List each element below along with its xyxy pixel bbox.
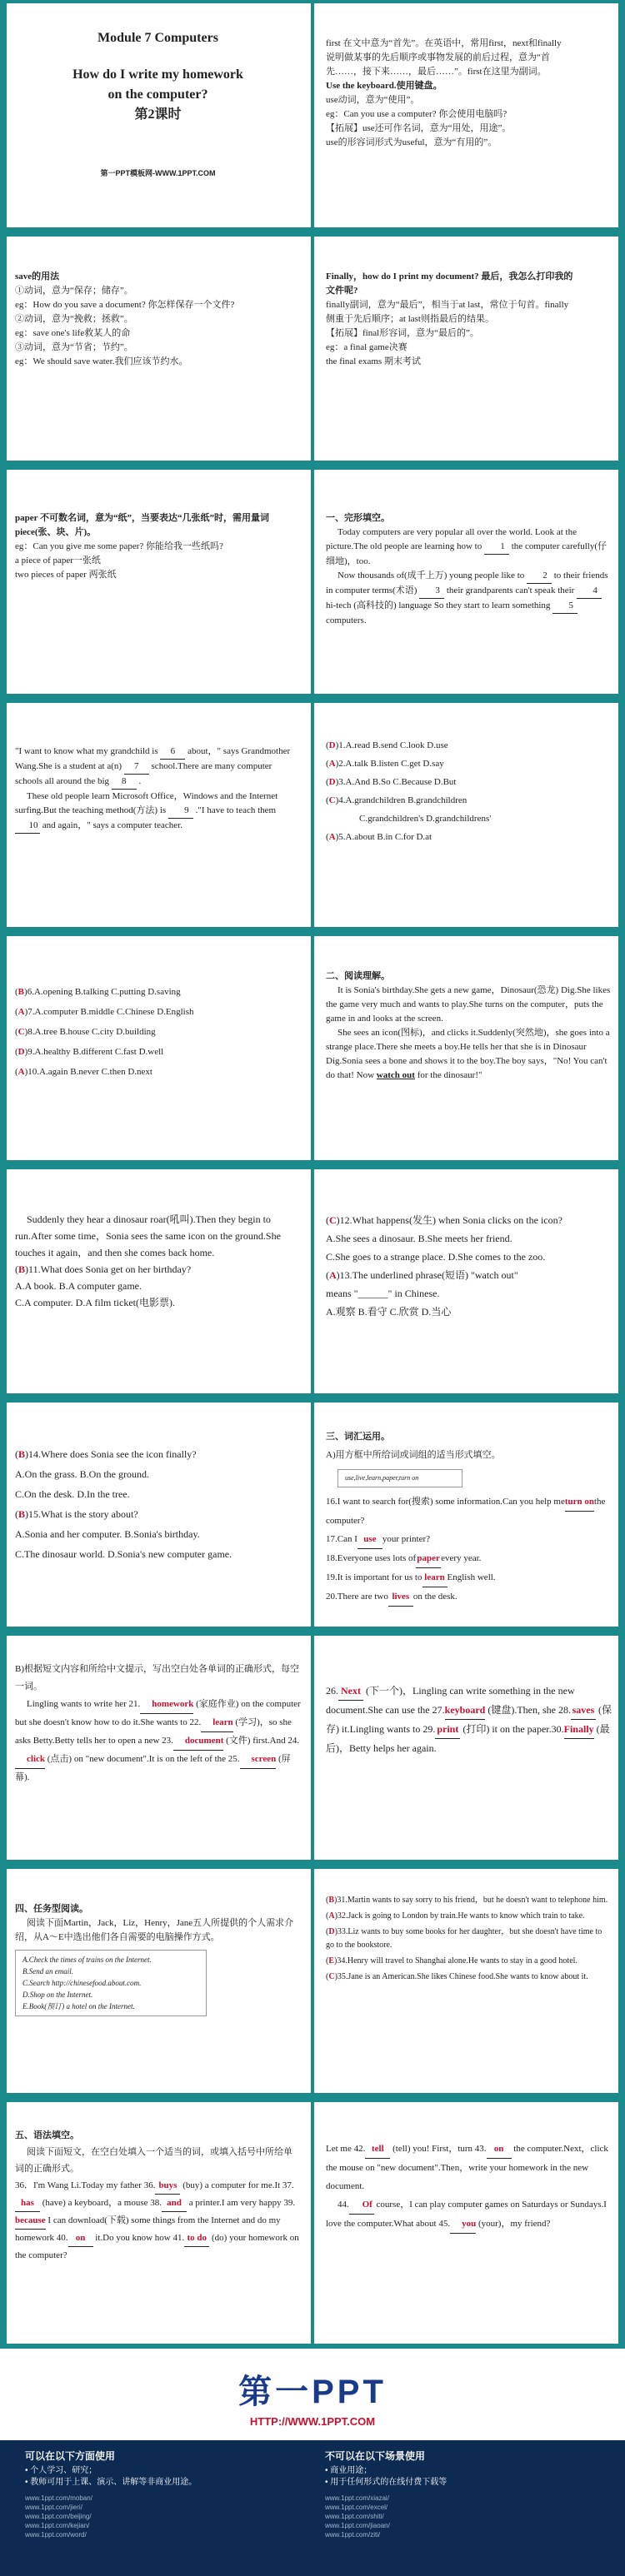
instructions: 阅读下面短文，在空白处填入一个适当的词，或填入括号中所给单词的正确形式。 bbox=[15, 2147, 292, 2174]
slide-12 bbox=[314, 1169, 622, 1393]
option-row: A.On the grass. B.On the ground. bbox=[15, 1468, 149, 1480]
vocab-item: 16.I want to search for(搜索) some information.Can you help meturn onthe computer? bbox=[326, 1492, 612, 1530]
passage-text: Now thousands of(成千上万) young people like to bbox=[338, 571, 525, 580]
note-line: Finally，how do I print my document? 最后，我怎么打印我的 bbox=[326, 272, 573, 282]
passage-text: school.There are many computer schools all around the big bbox=[15, 761, 272, 786]
question-item: (A)5.A.about B.in C.for D.at bbox=[326, 832, 432, 842]
sub-heading: B)根据短文内容和所给中文提示，写出空白处各单词的正确形式，每空一词。 bbox=[15, 1664, 299, 1692]
lesson-number: 第2课时 bbox=[134, 107, 182, 122]
slide-1 bbox=[3, 3, 311, 227]
question-item: (A)2.A.talk B.listen C.get D.say bbox=[326, 759, 444, 769]
note-line: eg：Can you use a computer? 你会使用电脑吗? bbox=[326, 109, 508, 119]
option-row: C.A computer. D.A film ticket(电影票). bbox=[15, 1297, 175, 1308]
passage-text: their grandparents can't speak their bbox=[446, 585, 575, 595]
lesson-title-2: on the computer? bbox=[108, 87, 208, 102]
slide-accent-bar bbox=[618, 1169, 622, 1393]
footer-link[interactable]: www.1ppt.com/excel/ bbox=[325, 2504, 388, 2511]
footer-link[interactable]: www.1ppt.com/xiazai/ bbox=[325, 2494, 389, 2502]
footer-col-disallowed: 不可以在以下场景使用 • 商业用途； • 用于任何形式的在线付费下载等 www.1ppt.com/xiazai/ www.1ppt.com/excel/ www.1ppt.com/shiti/ www.1ppt.com/jiaoan/ www.1ppt.com/ziti/ bbox=[325, 2450, 575, 2539]
footer-link[interactable]: www.1ppt.com/kejian/ bbox=[25, 2522, 90, 2529]
passage-text: ."I have to teach them bbox=[195, 805, 277, 815]
footer-link[interactable]: www.1ppt.com/word/ bbox=[25, 2531, 87, 2539]
slide-accent-bar bbox=[3, 936, 7, 1160]
slide-8 bbox=[314, 703, 622, 927]
slide-20 bbox=[314, 2102, 622, 2344]
note-line: the final exams 期末考试 bbox=[326, 356, 421, 366]
passage-text: Let me 42. tell (tell) you! First，turn 43. on the computer.Next，click the mouse on "new document".Then，write your homework in the new document. bbox=[326, 2140, 612, 2195]
passage-text: computers. bbox=[326, 615, 367, 625]
note-line: 文件呢? bbox=[326, 286, 358, 296]
module-title: Module 7 Computers bbox=[98, 31, 218, 45]
note-line: first 在文中意为“首先”。在英语中，常用first，next和finally bbox=[326, 38, 562, 48]
note-line: save的用法 bbox=[15, 272, 60, 282]
option-row: C.On the desk. D.In the tree. bbox=[15, 1488, 130, 1500]
task-item: (B)31.Martin wants to say sorry to his friend，but he doesn't want to telephone him. bbox=[326, 1896, 608, 1905]
question-cont: means "______" in Chinese. bbox=[326, 1288, 440, 1299]
passage-text: Suddenly they hear a dinosaur roar(吼叫).Then they begin to run.After some time，Sonia sees the same icon on the ground.She touches it again，and then she comes back home. bbox=[15, 1213, 281, 1258]
note-line: use动词，意为“使用”。 bbox=[326, 95, 420, 105]
footer-url[interactable]: HTTP://WWW.1PPT.COM bbox=[249, 2415, 376, 2428]
footer-link[interactable]: www.1ppt.com/beijing/ bbox=[25, 2513, 92, 2520]
word-box: use,live,learn,paper,turn on bbox=[338, 1469, 462, 1487]
note-line: Use the keyboard.使用键盘。 bbox=[326, 81, 442, 91]
slide-6 bbox=[314, 470, 622, 694]
note-line: use的形容词形式为useful，意为“有用的”。 bbox=[326, 137, 498, 147]
blank-10: 10 bbox=[15, 819, 40, 834]
blank-3: 3 bbox=[419, 584, 444, 599]
passage-text: She sees an icon(图标)，and clicks it.Suddenly(突然地)，she goes into a strange place.There she meets a boy.He tells her that she is in Dinosaur Dig.Sonia sees a bone and shows it to the boy.The boy says，"No! You can't do that! Now watch out for the dinosaur!" bbox=[326, 1028, 610, 1080]
note-line: 先……，接下来……，最后……”。first在这里为副词。 bbox=[326, 67, 547, 77]
slide-accent-bar bbox=[3, 237, 7, 461]
passage-text: 26. Next (下一个)，Lingling can write something in the new document.She can use the 27.keyboard (键盘).Then, she 28. saves (保存) it.Lingling wants to 29. print (打印) it on the paper.30.Finally (最后)，Betty helps her again. bbox=[326, 1682, 612, 1757]
question: (A)13.The underlined phrase(短语) "watch out" bbox=[326, 1269, 518, 1281]
lesson-title-1: How do I write my homework bbox=[72, 67, 243, 82]
footer bbox=[0, 2349, 625, 2576]
slide-accent-bar bbox=[618, 936, 622, 1160]
question-item: (D)9.A.healthy B.different C.fast D.well bbox=[15, 1047, 164, 1057]
section-heading: 五、语法填空。 bbox=[15, 2130, 79, 2140]
slide-accent-bar bbox=[618, 470, 622, 694]
footer-link[interactable]: www.1ppt.com/moban/ bbox=[25, 2494, 92, 2502]
slide-17 bbox=[3, 1869, 311, 2093]
note-line: eg：We should save water.我们应该节约水。 bbox=[15, 356, 188, 366]
slide-19 bbox=[3, 2102, 311, 2344]
blank-6: 6 bbox=[160, 745, 185, 760]
footer-band bbox=[0, 2440, 625, 2576]
section-heading: 一、完形填空。 bbox=[326, 513, 390, 523]
option-row: C.She goes to a strange place. D.She comes to the zoo. bbox=[326, 1251, 546, 1263]
blank-4: 4 bbox=[577, 584, 602, 599]
slide-accent-bar bbox=[3, 1169, 7, 1393]
question-item: (A)7.A.computer B.middle C.Chinese D.English bbox=[15, 1007, 194, 1017]
footer-link[interactable]: www.1ppt.com/jieri/ bbox=[25, 2504, 82, 2511]
slide-4 bbox=[314, 237, 622, 461]
slide-accent-bar bbox=[3, 1869, 7, 2093]
note-line: eg：save one's life救某人的命 bbox=[15, 328, 131, 338]
passage-text: hi-tech (高科技的) language So they start to learn something bbox=[326, 600, 551, 610]
slide-accent-bar bbox=[3, 3, 7, 227]
footer-link[interactable]: www.1ppt.com/ziti/ bbox=[325, 2531, 381, 2539]
option-row: A.Sonia and her computer. B.Sonia's birthday. bbox=[15, 1528, 200, 1540]
passage-text: 44. Of course，I can play computer games on Saturdays or Sundays.I love the computer.What about 45. you (your)，my friend? bbox=[326, 2195, 612, 2234]
slide-16 bbox=[314, 1636, 622, 1860]
question-item: (C)8.A.tree B.house C.city D.building bbox=[15, 1027, 156, 1037]
slide-accent-bar bbox=[618, 1869, 622, 2093]
note-line: a piece of paper一张纸 bbox=[15, 556, 101, 566]
question-item: (B)6.A.opening B.talking C.putting D.saving bbox=[15, 987, 181, 997]
note-line: ③动词，意为“节省；节约”。 bbox=[15, 342, 133, 352]
note-line: 【拓展】use还可作名词，意为“用处，用途”。 bbox=[326, 123, 512, 133]
option-row: C.The dinosaur world. D.Sonia's new computer game. bbox=[15, 1548, 232, 1560]
note-line: eg：a final game决赛 bbox=[326, 342, 408, 352]
slide-accent-bar bbox=[3, 1636, 7, 1860]
question: (B)14.Where does Sonia see the icon finally? bbox=[15, 1448, 197, 1460]
note-line: ①动词，意为“保存；储存”。 bbox=[15, 286, 133, 296]
section-heading: 三、词汇运用。 bbox=[326, 1432, 390, 1442]
slide-15 bbox=[3, 1636, 311, 1860]
vocab-item: 19.It is important for us to learn English well. bbox=[326, 1568, 612, 1587]
blank-8: 8 bbox=[112, 775, 137, 790]
note-line: two pieces of paper 两张纸 bbox=[15, 570, 117, 580]
slide-accent-bar bbox=[3, 470, 7, 694]
section-heading: 二、阅读理解。 bbox=[326, 971, 390, 981]
option-row: A.She sees a dinosaur. B.She meets her friend. bbox=[326, 1233, 512, 1244]
section-heading: 四、任务型阅读。 bbox=[15, 1904, 88, 1914]
note-line: eg：Can you give me some paper? 你能给我一些纸吗? bbox=[15, 541, 223, 551]
blank-2: 2 bbox=[527, 569, 552, 584]
passage-text: 36．I'm Wang Li.Today my father 36. buys (buy) a computer for me.It 37.has (have) a keyboard，a mouse 38. and a printer.I am very happy 39.because I can download(下载) some things from the Internet and do my homework 40. on it.Do you know how 41. to do (do) your homework on the computer? bbox=[15, 2177, 301, 2264]
task-item: (D)33.Liz wants to buy some books for her daughter，but she doesn't have time to go to the bookstore. bbox=[326, 1927, 602, 1950]
slide-accent-bar bbox=[618, 2102, 622, 2344]
slide-13 bbox=[3, 1403, 311, 1627]
underlined-phrase: watch out bbox=[376, 1070, 415, 1080]
footer-link[interactable]: www.1ppt.com/shiti/ bbox=[325, 2513, 384, 2520]
question-item: (C)4.A.grandchildren B.grandchildren bbox=[326, 795, 468, 805]
slide-accent-bar bbox=[618, 237, 622, 461]
blank-5: 5 bbox=[552, 599, 578, 614]
slide-7 bbox=[3, 703, 311, 927]
passage-text: Lingling wants to write her 21. homework (家庭作业) on the computer but she doesn't know how to do it.She wants to 22. learn (学习)，so she asks Betty.Betty tells her to open a new 23. document (文件) first.And 24.click (点击) on "new document".It is on the left of the 25. screen (屏幕). bbox=[15, 1696, 301, 1786]
question-item: (D)3.A.And B.So C.Because D.But bbox=[326, 777, 457, 787]
slide-2 bbox=[314, 3, 622, 227]
passage-text: and again，" says a computer teacher. bbox=[42, 820, 182, 830]
footer-logo: 第一PPT bbox=[238, 2374, 387, 2410]
slide-3 bbox=[3, 237, 311, 461]
passage-text: . bbox=[138, 776, 142, 786]
option-row: A.A book. B.A computer game. bbox=[15, 1280, 142, 1292]
task-item: (E)34.Henry will travel to Shanghai alone.He wants to stay in a good hotel. bbox=[326, 1956, 578, 1966]
question-item: (D)1.A.read B.send C.look D.use bbox=[326, 740, 448, 750]
passage-text: the computer carefully(仔细地)，too. bbox=[326, 541, 607, 566]
slide-accent-bar bbox=[3, 1403, 7, 1627]
question-item: (A)10.A.again B.never C.then D.next bbox=[15, 1067, 152, 1077]
blank-1: 1 bbox=[484, 540, 509, 555]
task-item: (A)32.Jack is going to London by train.He wants to know which train to take. bbox=[326, 1911, 585, 1921]
slide-11 bbox=[3, 1169, 311, 1393]
slide-accent-bar bbox=[618, 1403, 622, 1627]
slide-accent-bar bbox=[3, 2102, 7, 2344]
vocab-item: 20.There are two lives on the desk. bbox=[326, 1587, 612, 1607]
slide-9 bbox=[3, 936, 311, 1160]
slide-accent-bar bbox=[3, 703, 7, 927]
slide-accent-bar bbox=[618, 703, 622, 927]
instructions: 阅读下面Martin，Jack，Liz，Henry，Jane五人所提供的个人需求介绍，从A～E中选出他们各自需要的电脑操作方式。 bbox=[15, 1918, 294, 1942]
footer-link[interactable]: www.1ppt.com/jiaoan/ bbox=[325, 2522, 390, 2529]
option-row: A.观察 B.看守 C.欣赏 D.当心 bbox=[326, 1306, 452, 1318]
passage-text: These old people learn Microsoft Office，Windows and the Internet surfing.But the teaching method(方法) is bbox=[15, 791, 278, 815]
options-box: A.Check the times of trains on the Internet. B.Send an email. C.Search http://chinesefood.about.com. D.Shop on the Internet. E.Book(预订) a hotel on the Internet. bbox=[15, 1950, 207, 2016]
passage-text: about，" says Grandmother Wang.She is a student at a(n) bbox=[15, 746, 291, 771]
blank-9: 9 bbox=[168, 804, 193, 819]
slide-10 bbox=[314, 936, 622, 1160]
blank-7: 7 bbox=[124, 760, 149, 775]
footer-col-allowed: 可以在以下方面使用 • 个人学习、研究； • 教师可用于上课、演示、讲解等非商业用途。 www.1ppt.com/moban/ www.1ppt.com/jieri/ www.1ppt.com/beijing/ www.1ppt.com/kejian/ www.1ppt.com/word/ bbox=[25, 2450, 275, 2539]
note-line: 侧重于先后顺序；at last则指最后的结果。 bbox=[326, 314, 494, 324]
note-line: eg：How do you save a document? 你怎样保存一个文件? bbox=[15, 300, 235, 310]
question-item: C.grandchildren's D.grandchildrens' bbox=[359, 814, 492, 824]
slide-5 bbox=[3, 470, 311, 694]
vocab-item: 17.Can I use your printer? bbox=[326, 1530, 612, 1549]
site-label: 第一PPT模板网-WWW.1PPT.COM bbox=[100, 169, 216, 177]
note-line: 说明做某事的先后顺序或事物发展的前后过程，意为“首 bbox=[326, 52, 550, 62]
task-item: (C)35.Jane is an American.She likes Chinese food.She wants to know about it. bbox=[326, 1972, 588, 1981]
note-line: finally副词，意为“最后”，相当于at last，常位于句首。finally bbox=[326, 300, 569, 310]
passage-text: It is Sonia's birthday.She gets a new game，Dinosaur(恐龙) Dig.She likes the game very much and wants to play.She turns on the computer，puts the game in and looks at the screen. bbox=[326, 985, 611, 1024]
sub-heading: A)用方框中所给词或词组的适当形式填空。 bbox=[326, 1450, 501, 1460]
slide-14 bbox=[314, 1403, 622, 1627]
question: (B)15.What is the story about? bbox=[15, 1508, 138, 1520]
slide-accent-bar bbox=[618, 3, 622, 227]
note-line: ②动词，意为“挽救；拯救”。 bbox=[15, 314, 133, 324]
note-line: paper 不可数名词，意为“纸”，当要表达“几张纸”时，需用量词 bbox=[15, 513, 270, 523]
note-line: 【拓展】final形容词，意为“最后的”。 bbox=[326, 328, 479, 338]
question: (B)11.What does Sonia get on her birthday? bbox=[15, 1263, 192, 1275]
passage-text: to their friends in computer terms(术语) bbox=[326, 571, 608, 595]
slide-18 bbox=[314, 1869, 622, 2093]
vocab-item: 18.Everyone uses lots ofpaperevery year. bbox=[326, 1549, 612, 1568]
passage-text: Today computers are very popular all over the world. Look at the picture.The old people are learning how to bbox=[326, 527, 577, 551]
slide-accent-bar bbox=[618, 1636, 622, 1860]
passage-text: "I want to know what my grandchild is bbox=[15, 746, 158, 756]
question: (C)12.What happens(发生) when Sonia clicks on the icon? bbox=[326, 1214, 562, 1226]
note-line: piece(张、块、片)。 bbox=[15, 527, 97, 537]
